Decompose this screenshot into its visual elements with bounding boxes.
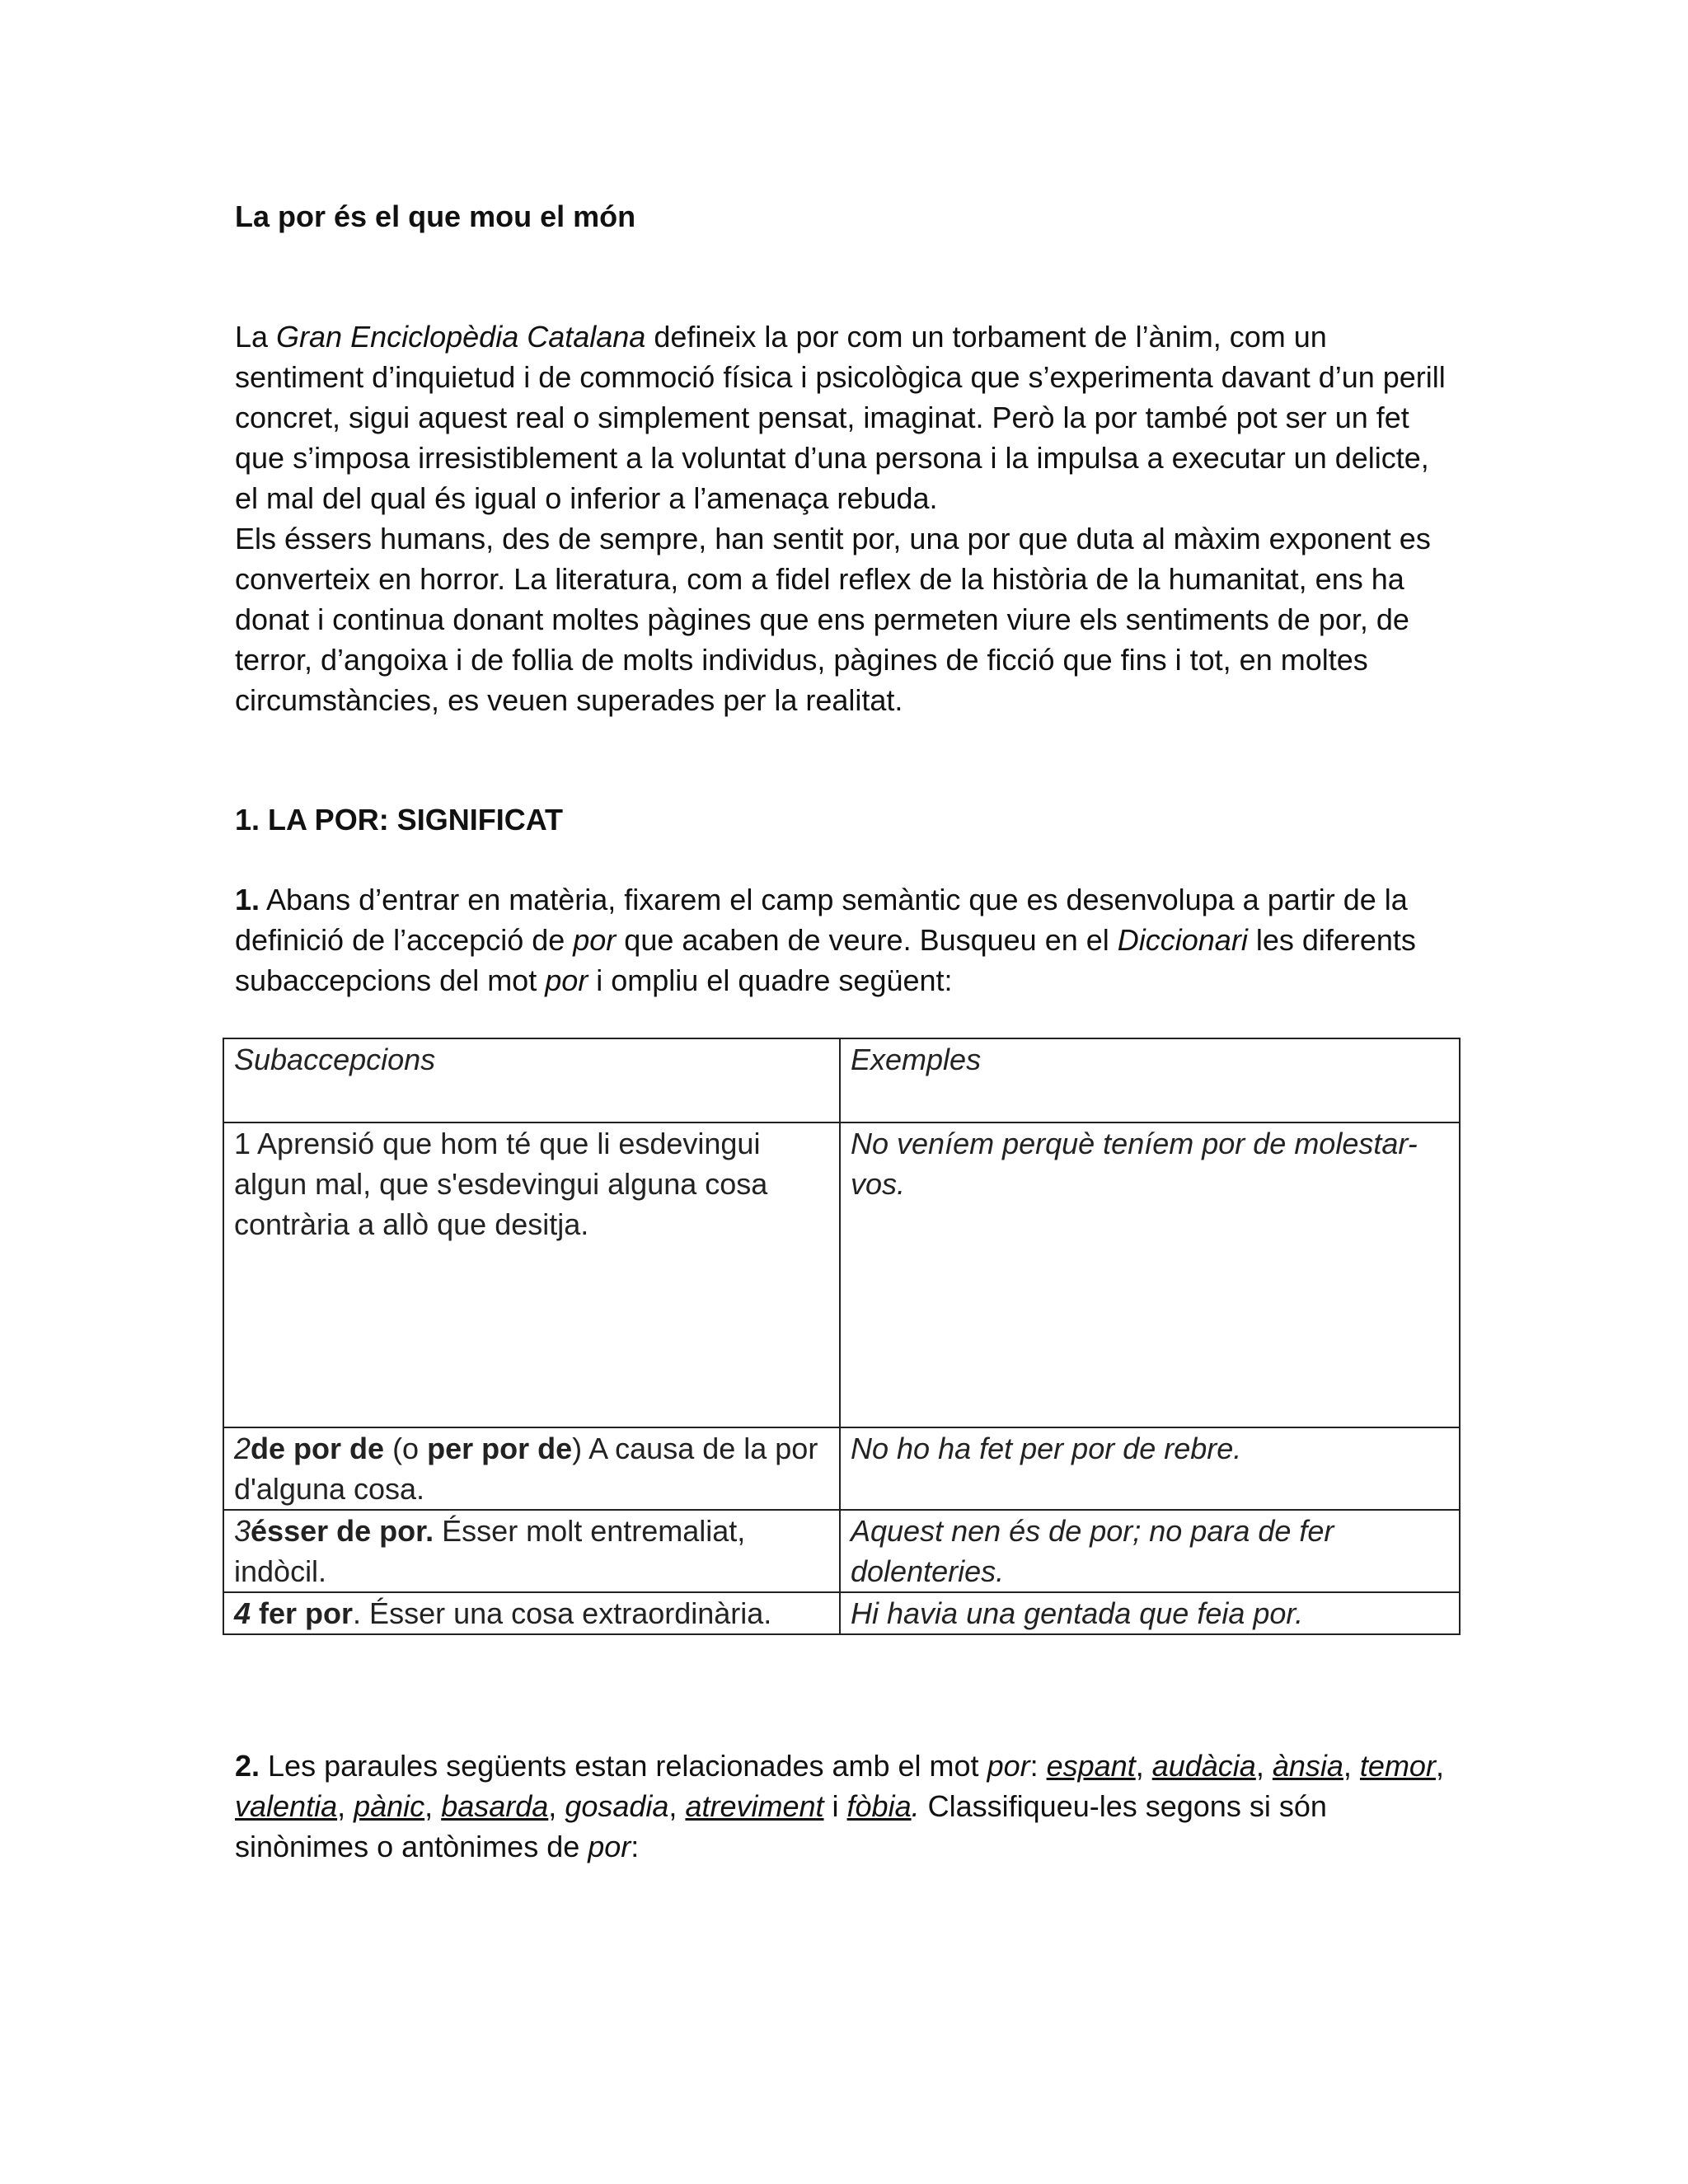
table-row [223,1510,1460,1592]
example-cell: Hi havia una gentada que feia por. [840,1592,1460,1634]
exercise-2-instructions: 2. Les paraules següents estan relacionades amb el mot por: espant, audàcia, ànsia, temor, valentia, pànic, basarda, gosadia, atreviment i fòbia. Classifiqueu-les segons si són sinònimes o antònimes de por: [235,1749,1444,1863]
column-header-subaccepcions: Subaccepcions [223,1038,840,1122]
table-header-row [223,1038,1460,1122]
section-heading: 1. LA POR: SIGNIFICAT [235,803,564,837]
subaccepcio-cell: 2de por de (o per por de) A causa de la por d'alguna cosa. [223,1427,840,1510]
document-title: La por és el que mou el món [235,199,636,233]
related-word: basarda [441,1789,549,1823]
intro-paragraph-2: Els éssers humans, des de sempre, han sentit por, una por que duta al màxim exponent es converteix en horror. La literatura, com a fidel reflex de la història de la humanitat, ens ha donat i continua donant moltes pàgines que ens permeten viure els sentiments de por, de terror, d’angoixa i de follia de molts individus, pàgines de ficció que fins i tot, en moltes circumstàncies, es veuen superades per la realitat. [235,522,1431,717]
related-word: atreviment [685,1789,824,1823]
example-cell: No veníem perquè teníem por de molestar-vos. [840,1122,1460,1427]
exercise-2-number: 2. [235,1749,260,1783]
related-word: pànic [354,1789,425,1823]
related-word: valentia [235,1789,338,1823]
table-row [223,1122,1460,1427]
subaccepcio-cell: 3ésser de por. Ésser molt entremaliat, indòcil. [223,1510,840,1592]
intro-text [235,316,1447,720]
related-word: temor [1359,1749,1436,1783]
related-word: fòbia [846,1789,912,1823]
table-row [223,1427,1460,1510]
example-cell: Aquest nen és de por; no para de fer dolenteries. [840,1510,1460,1592]
subaccepcio-cell: 4 fer por. Ésser una cosa extraordinària. [223,1592,840,1634]
exercise-1-number: 1. [235,883,260,916]
related-word: gosadia [565,1789,669,1823]
encyclopedia-title: Gran Enciclopèdia Catalana [276,320,646,354]
exercise-1-instructions: 1. Abans d’entrar en matèria, fixarem el camp semàntic que es desenvolupa a partir de la definició de l’accepció de por que acaben de veure. Busqueu en el Diccionari les diferents subaccepcions del mot por i ompliu el quadre següent: [235,883,1416,997]
subaccepcions-table [223,1038,1461,1635]
intro-paragraph-1: La Gran Enciclopèdia Catalana defineix la por com un torbament de l’ànim, com un sentiment d’inquietud i de commoció física i psicològica que s’experimenta davant d’un perill concret, sigui aquest real o simplement pensat, imaginat. Però la por també pot ser un fet que s’imposa irresistiblement a la voluntat d’una persona i la impulsa a executar un delicte, el mal del qual és igual o inferior a l’amenaça rebuda. [235,320,1446,515]
table-row [223,1592,1460,1634]
related-word: espant [1046,1749,1136,1783]
example-cell: No ho ha fet per por de rebre. [840,1427,1460,1510]
related-word: audàcia [1151,1749,1256,1783]
subaccepcio-cell: 1 Aprensió que hom té que li esdevingui algun mal, que s'esdevingui alguna cosa contrària a allò que desitja. [223,1122,840,1427]
column-header-exemples: Exemples [840,1038,1460,1122]
related-word: ànsia [1272,1749,1343,1783]
